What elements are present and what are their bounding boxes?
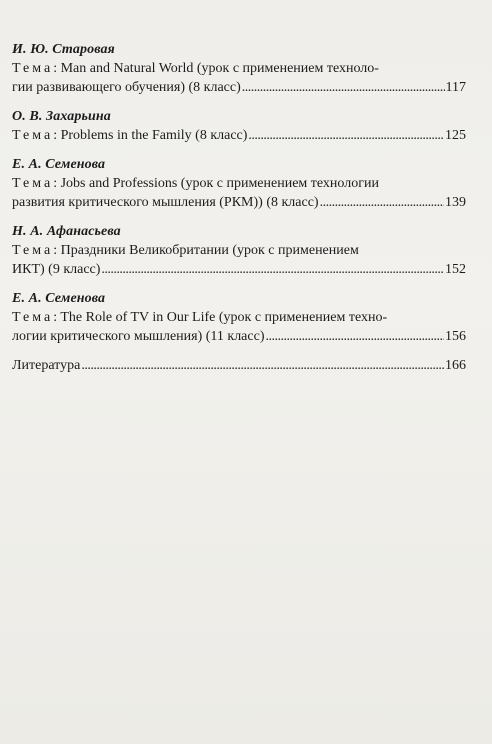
page-number: 152 [445, 262, 466, 277]
leader-dots [248, 126, 444, 145]
entry-topic-line [12, 59, 466, 78]
topic-text: : Праздники Великобритании (урок с применением [53, 243, 359, 258]
entry-topic-continuation [12, 327, 466, 346]
entry-topic-line [12, 308, 466, 327]
toc-literature [12, 356, 466, 375]
entry-author: О. В. Захарьина [12, 109, 111, 124]
topic-label: Тема [12, 310, 54, 325]
toc-entry [12, 40, 466, 97]
literature-label: Литература [12, 358, 81, 373]
topic-text-continued: гии развивающего обучения) (8 класс) [12, 80, 241, 95]
topic-label: Тема [12, 128, 54, 143]
leader-dots [81, 356, 444, 375]
entry-author: Н. А. Афанасьева [12, 224, 121, 239]
page-number: 125 [445, 128, 466, 143]
entry-topic-continuation [12, 260, 466, 279]
page-number: 166 [445, 358, 466, 373]
topic-text-continued: развития критического мышления (РКМ)) (8 класс) [12, 195, 319, 210]
page-number: 156 [445, 329, 466, 344]
topic-text: : The Role of TV in Our Life (урок с применением техно- [53, 310, 388, 325]
entry-topic-line [12, 241, 466, 260]
entry-author: Е. А. Семенова [12, 291, 106, 306]
topic-text-continued: логии критического мышления) (11 класс) [12, 329, 265, 344]
leader-dots [242, 78, 445, 97]
entry-topic-continuation [12, 193, 466, 212]
toc-entry [12, 155, 466, 212]
topic-text: : Jobs and Professions (урок с применением технологии [53, 176, 379, 191]
entry-topic-line [12, 126, 466, 145]
toc-entry [12, 289, 466, 346]
toc-entry [12, 107, 466, 145]
entry-author: И. Ю. Старовая [12, 42, 115, 57]
topic-label: Тема [12, 61, 54, 76]
leader-dots [101, 260, 444, 279]
topic-label: Тема [12, 243, 54, 258]
toc-entry [12, 222, 466, 279]
leader-dots [320, 193, 444, 212]
entry-topic-line [12, 174, 466, 193]
page-number: 139 [445, 195, 466, 210]
entry-author: Е. А. Семенова [12, 157, 106, 172]
page-number: 117 [445, 80, 466, 95]
leader-dots [266, 327, 445, 346]
topic-text: : Man and Natural World (урок с применением техноло- [53, 61, 379, 76]
entry-topic-continuation [12, 78, 466, 97]
topic-text-continued: ИКТ) (9 класс) [12, 262, 101, 277]
topic-label: Тема [12, 176, 54, 191]
topic-text: : Problems in the Family (8 класс) [53, 128, 248, 143]
